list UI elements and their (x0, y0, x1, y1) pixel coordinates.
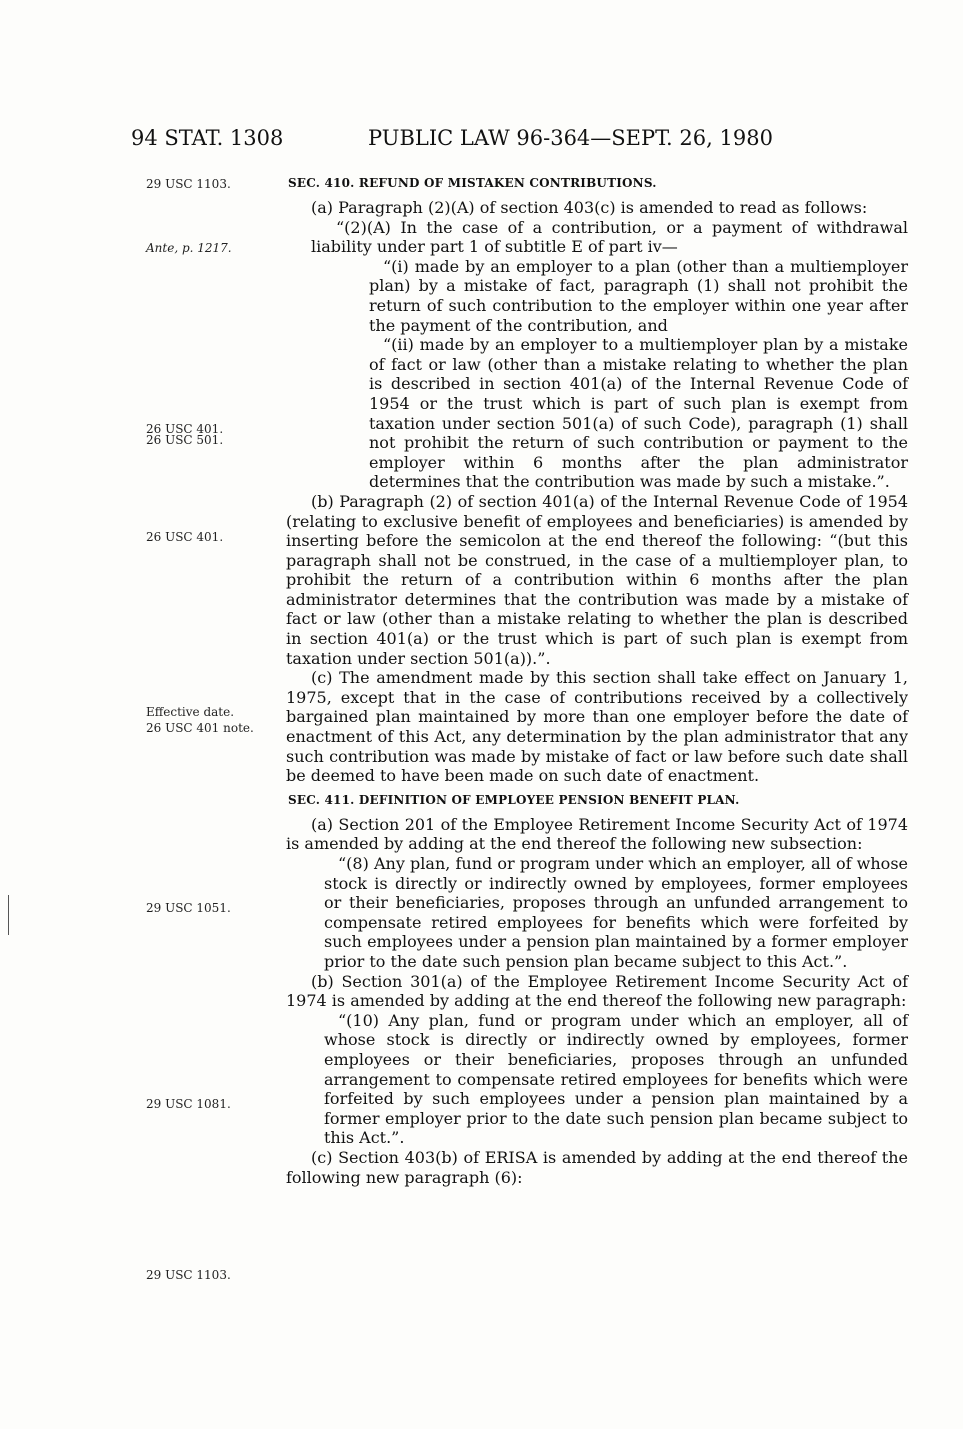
sec411-b: (b) Section 301(a) of the Employee Retirement Income Security Act of 1974 is amended by adding at the end thereof the following new paragraph: (286, 971, 908, 1011)
sec410-a-ii: “(ii) made by an employer to a multiemployer plan by a mistake of fact or law (other than a mistake relating to whether the plan is described in section 401(a) of the Internal Revenue Code of 1954 or the trust which is part of such plan is exempt from taxation under section 501(a) of such Code), paragraph (1) shall not prohibit the return of such contribution or payment to the employer within 6 months after the plan administrator determines that the contribution was made by such a mistake.”. (369, 335, 908, 492)
document-body (286, 174, 908, 1187)
margin-note-text: Ante, p. 1217. (146, 241, 232, 255)
scan-mark (8, 895, 9, 935)
section-410-heading: SEC. 410. REFUND OF MISTAKEN CONTRIBUTIONS. (288, 176, 657, 190)
sec411-a-quote: “(8) Any plan, fund or program under which an employer, all of whose stock is directly or indirectly owned by employees, former employees or their beneficiaries, proposes through an unfunded arrangement to compensate retired employees for benefits which were forfeited by such employees under a pension plan maintained by a former employer prior to the date such pension plan became subject to this Act.”. (324, 854, 908, 971)
margin-note (146, 240, 232, 256)
margin-note: 26 USC 401. (146, 530, 224, 544)
sec410-a: (a) Paragraph (2)(A) of section 403(c) is amended to read as follows: (311, 198, 868, 217)
public-law-title: PUBLIC LAW 96-364—SEPT. 26, 1980 (368, 126, 773, 150)
margin-note: 29 USC 1103. (146, 177, 231, 191)
sec411-b-quote: “(10) Any plan, fund or program under which an employer, all of whose stock is directly or indirectly owned by employees, former employees or their beneficiaries, proposes through an unfunded arrangement to compensate retired employees for benefits which were forfeited by such employees under a pension plan maintained by a former employer prior to the date such pension plan became subject to this Act.”. (324, 1010, 908, 1148)
margin-note: 26 USC 401. (146, 422, 224, 436)
margin-note: 29 USC 1051. (146, 901, 231, 915)
sec411-a: (a) Section 201 of the Employee Retirement Income Security Act of 1974 is amended by adding at the end thereof the following new subsection: (286, 814, 908, 854)
sec410-c: (c) The amendment made by this section shall take effect on January 1, 1975, except that in the case of contributions received by a collectively bargained plan maintained by more than one employer before the date of enactment of this Act, any determination by the plan administrator that any such contribution was made by mistake of fact or law before such date shall be deemed to have been made on such date of enactment. (286, 668, 908, 786)
section-411-heading: SEC. 411. DEFINITION OF EMPLOYEE PENSION BENEFIT PLAN. (288, 792, 740, 807)
margin-note: 29 USC 1081. (146, 1097, 231, 1111)
margin-note: 26 USC 501. (146, 433, 224, 447)
sec410-a-i: “(i) made by an employer to a plan (other than a multiemployer plan) by a mistake of fact, paragraph (1) shall not prohibit the return of such contribution to the employer within one year after the payment of the contribution, and (369, 256, 908, 335)
margin-note: Effective date. (146, 705, 235, 719)
stat-page-number: 94 STAT. 1308 (131, 126, 284, 150)
margin-note: 26 USC 401 note. (146, 721, 254, 735)
sec410-b: (b) Paragraph (2) of section 401(a) of the Internal Revenue Code of 1954 (relating to exclusive benefit of employees and beneficiaries) is amended by inserting before the semicolon at the end thereof the following: “(but this paragraph shall not be construed, in the case of a multiemployer plan, to prohibit the return of a contribution within 6 months after the plan administrator determines that the contribution was made by a mistake of fact or law (other than a mistake relating to whether the plan is described in section 401(a) or the trust which is part of such plan is exempt from taxation under section 501(a)).”. (286, 491, 908, 668)
sec411-c: (c) Section 403(b) of ERISA is amended by adding at the end thereof the following new paragraph (6): (286, 1147, 908, 1187)
margin-note: 29 USC 1103. (146, 1268, 231, 1282)
sec410-a-quote: “(2)(A) In the case of a contribution, or a payment of withdrawal liability under part 1 of subtitle E of part iv— (311, 217, 908, 257)
